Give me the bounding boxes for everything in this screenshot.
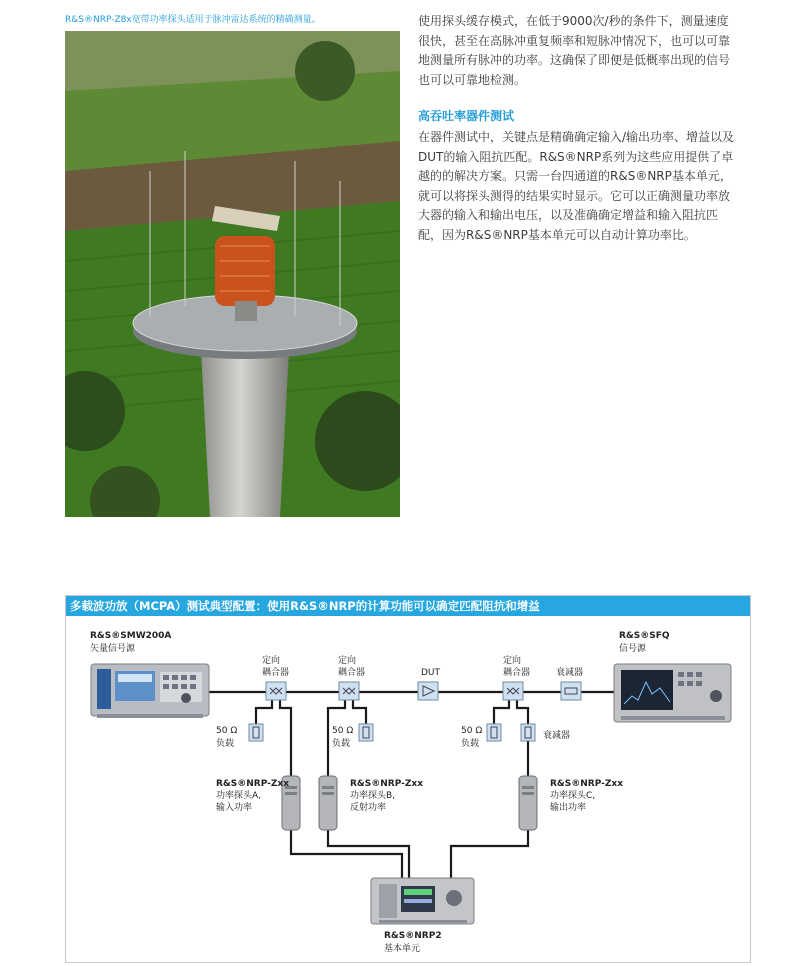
signal-generator-desc: 矢量信号源: [90, 644, 136, 654]
load-3-icon: [487, 724, 501, 741]
load-2-value: 50 Ω: [332, 726, 354, 736]
photo-caption: R&S®NRP-Z8x宽带功率探头适用于脉冲雷达系统的精确测量。: [65, 15, 321, 25]
coupler-3-label-a: 定向: [503, 656, 522, 666]
section-line: 在器件测试中，关键点是精确确定输入/输出功率、增益以及: [418, 130, 735, 144]
intro-line: 使用探头缓存模式，在低于9000次/秒的条件下，测量速度: [418, 14, 729, 28]
intro-line: 地测量所有脉冲的功率。这确保了即便是低概率出现的信号: [418, 53, 731, 67]
figure-title: 多载波功放（MCPA）测试典型配置：使用R&S®NRP的计算功能可以确定匹配阻抗和增益: [66, 596, 750, 616]
intro-line: 也可以可靠地检测。: [418, 72, 527, 87]
coupler-1-icon: [266, 682, 286, 700]
section-paragraph: [418, 128, 758, 245]
radar-tower-photo: [65, 31, 400, 517]
signal-analyzer-image: [614, 664, 731, 722]
sensor-b-desc: 功率探头B,: [350, 791, 396, 801]
load-3-value: 50 Ω: [461, 726, 483, 736]
section-line: 越的的解决方案。只需一台四通道的R&S®NRP基本单元，: [418, 169, 732, 183]
attenuator-side-label: 衰减器: [543, 731, 571, 741]
section-heading: 高吞吐率器件测试: [418, 109, 515, 123]
power-sensor-c-image: [519, 776, 537, 830]
signal-analyzer-name: R&S®SFQ: [619, 631, 670, 641]
dut-amplifier-icon: [418, 682, 438, 700]
sensor-b-name: R&S®NRP-Zxx: [350, 779, 424, 789]
coupler-3-icon: [503, 682, 523, 700]
coupler-3-label-b: 耦合器: [503, 668, 531, 678]
section-line: 配，因为R&S®NRP基本单元可以自动计算功率比。: [418, 227, 696, 242]
attenuator-top-icon: [561, 682, 581, 700]
signal-generator-image: [91, 664, 209, 718]
load-1-icon: [249, 724, 263, 741]
base-unit-image: [371, 878, 474, 924]
base-unit-desc: 基本单元: [384, 944, 421, 954]
section-line: 就可以将探头测得的结果实时显示。它可以正确测量功率放: [418, 188, 731, 203]
mcpa-test-figure: [65, 595, 751, 963]
text-column: [418, 12, 758, 245]
load-2-icon: [359, 724, 373, 741]
load-1-desc: 负载: [216, 739, 235, 749]
sensor-c-role: 输出功率: [550, 803, 587, 813]
power-sensor-b-image: [319, 776, 337, 830]
load-1-value: 50 Ω: [216, 726, 238, 736]
coupler-2-icon: [339, 682, 359, 700]
coupler-1-label-b: 耦合器: [262, 668, 290, 678]
base-unit-name: R&S®NRP2: [384, 931, 442, 941]
sensor-c-desc: 功率探头C,: [550, 791, 596, 801]
setup-diagram: [66, 616, 750, 962]
coupler-2-label-a: 定向: [338, 656, 357, 666]
attenuator-side-icon: [521, 724, 535, 741]
sensor-b-role: 反射功率: [350, 803, 387, 813]
load-2-desc: 负载: [332, 739, 351, 749]
signal-generator-name: R&S®SMW200A: [90, 631, 172, 641]
sensor-a-desc: 功率探头A,: [216, 791, 262, 801]
coupler-1-label-a: 定向: [262, 656, 281, 666]
dut-label: DUT: [421, 668, 441, 678]
sensor-a-role: 输入功率: [216, 803, 253, 813]
load-3-desc: 负载: [461, 739, 480, 749]
attenuator-top-label: 衰减器: [556, 668, 584, 678]
sensor-c-name: R&S®NRP-Zxx: [550, 779, 624, 789]
section-line: 大器的输入和输出电压，以及准确确定增益和输入阻抗匹: [418, 208, 719, 222]
sensor-a-name: R&S®NRP-Zxx: [216, 779, 290, 789]
intro-paragraph: [418, 12, 758, 90]
section-line: DUT的输入阻抗匹配。R&S®NRP系列为这些应用提供了卓: [418, 149, 734, 164]
signal-analyzer-desc: 信号源: [619, 644, 647, 654]
intro-line: 很快，甚至在高脉冲重复频率和短脉冲情况下，也可以可靠: [418, 33, 731, 48]
coupler-2-label-b: 耦合器: [338, 668, 366, 678]
